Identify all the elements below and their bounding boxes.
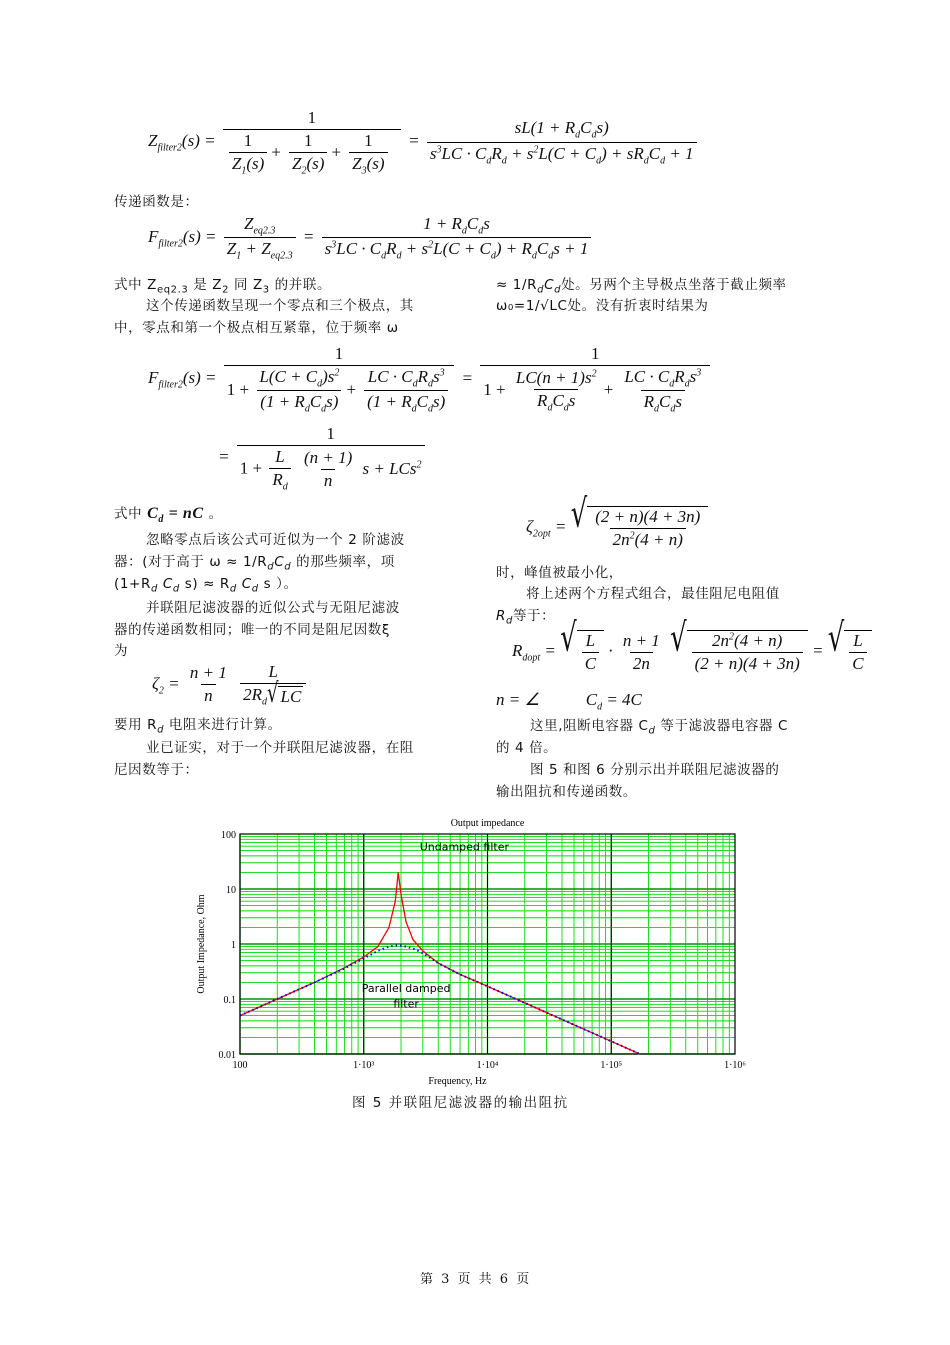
proven-line-2: 尼因数等于： xyxy=(114,762,199,778)
x-tick-label: 100 xyxy=(232,1060,248,1071)
page-footer: 第 3 页 共 6 页 xyxy=(420,1272,532,1287)
equation-n-cd: n = ∠ $C_d = 4C$ xyxy=(496,690,642,713)
chart-title: Output impedance xyxy=(450,818,525,829)
x-tick-label: 1·10⁶ xyxy=(724,1060,746,1071)
parallel-line-3: 为 xyxy=(114,643,129,659)
here-line-1: 这里,阻断电容器 $C_d$ 等于滤波器电容器 C xyxy=(530,718,789,737)
ignore-line-2: 器：(对于高于 $\omega \approx 1/R_dC_d$ 的那些频率，项 xyxy=(114,554,395,573)
transfer-intro: 传递函数是： xyxy=(114,194,199,210)
y-tick-label: 0.1 xyxy=(223,995,236,1006)
equation-z-filter2: $Z_{filter2}(s)$ = 1 $\frac{1}{Z_1(s)}$ + $\frac{1}{Z_2(s)}$ + $\frac{1}{Z_3(s)}$ = $\frac{sL(1 + R_dC_ds)}{s^3LC \cdot C_dR_d + s^2L(C + C_d) + sR_dC_d + 1}$ xyxy=(148,108,700,176)
figure-caption: 图 5 并联阻尼滤波器的输出阻抗 xyxy=(352,1095,569,1111)
poles-line-1: 这个传递函数呈现一个零点和三个极点，其 xyxy=(146,298,414,314)
combine-line-2: $R_d$等于： xyxy=(496,608,556,627)
x-tick-label: 1·10³ xyxy=(353,1060,375,1071)
ignore-line-3: ($1+R_d$ $C_d$ $s) \approx R_d$ $C_d$ s ）。 xyxy=(114,576,298,595)
annotation-filter: filter xyxy=(393,997,419,1011)
parallel-line-2: 器的传递函数相同；唯一的不同是阻尼因数ξ xyxy=(114,622,391,638)
equation-zeta-opt: $\zeta_{2opt}$ = √ $\frac{(2 + n)(4 + 3n)}{2n^2(4 + n)}$ xyxy=(526,506,708,550)
output-impedance-chart xyxy=(190,812,760,1092)
y-tick-label: 1 xyxy=(231,940,236,951)
equation-f-filter2-simplified: = 1 1 + $\frac{L}{R_d}$ $\frac{(n + 1)}{n}$ s + LCs$^2$ xyxy=(218,424,428,492)
equation-f-filter2: $F_{filter2}(s)$ = $\frac{Z_{eq2.3}}{Z_1 + Z_{eq2.3}}$ = $\frac{1 + R_dC_ds}{s^3LC \cdot C_dR_d + s^2L(C + C_d) + R_dC_ds + 1}$ xyxy=(148,214,594,262)
poles-right-2: ω₀=1/√LC处。没有折衷时结果为 xyxy=(496,298,709,314)
x-axis-label: Frequency, Hz xyxy=(428,1076,487,1087)
poles-line-2: 中，零点和第一个极点相互紧靠，位于频率 ω xyxy=(114,320,399,336)
y-tick-label: 0.01 xyxy=(218,1050,236,1061)
combine-line-1: 将上述两个方程式组合，最佳阻尼电阻值 xyxy=(526,586,780,602)
fig-ref-line-1: 图 5 和图 6 分别示出并联阻尼滤波器的 xyxy=(530,762,780,778)
proven-line-1: 业已证实，对于一个并联阻尼滤波器，在阻 xyxy=(146,740,414,756)
fig-ref-line-2: 输出阻抗和传递函数。 xyxy=(496,784,637,800)
where-z-line: 式中 $Z_{eq2.3}$ 是 $Z_2$ 同 $Z_3$ 的并联。 xyxy=(114,277,332,296)
y-axis-label: Output Impedance, Ohm xyxy=(196,894,207,994)
cd-where-line: 式中 $C_d$ = nC 。 xyxy=(114,505,223,526)
poles-right-1: ≈ $1/R_dC_d$处。另两个主导极点坐落于截止频率 xyxy=(496,277,787,296)
use-rd-line: 要用 $R_d$ 电阻来进行计算。 xyxy=(114,717,282,736)
equation-zeta2: $\zeta_2$ = $\frac{n + 1}{n}$ L $2R_d$ √ LC xyxy=(152,662,309,707)
equation-rd-opt: $R_{dopt}$ = √ $\frac{L}{C}$ · $\frac{n + 1}{2n}$ √ $\frac{2n^2(4 + n)}{(2 + n)(4 + 3n)}$ = √ $\frac{L}{C}$ xyxy=(512,630,872,674)
x-tick-label: 1·10⁵ xyxy=(600,1060,623,1071)
annotation-parallel-damped: Parallel damped xyxy=(361,981,451,995)
y-tick-label: 10 xyxy=(226,885,236,896)
x-tick-label: 1·10⁴ xyxy=(476,1060,499,1071)
annotation-undamped: Undamped filter xyxy=(419,840,509,854)
y-tick-label: 100 xyxy=(221,830,236,841)
ignore-line-1: 忽略零点后该公式可近似为一个 2 阶滤波 xyxy=(146,532,405,548)
here-line-2: 的 4 倍。 xyxy=(496,740,558,756)
equation-f-filter2-expanded: $F_{filter2}(s)$ = 1 1 + $\frac{L(C + C_d)s^2}{(1 + R_dC_ds)}$ + $\frac{LC \cdot C_dR_ds^3}{(1 + R_dC_ds)}$ = 1 1 + $\frac{LC(n + 1)s^2}{R_dC_ds}$ + $\frac{LC \cdot C_dR_ds^3}{R_dC_ds}$ xyxy=(148,344,713,415)
peak-min-line: 时，峰值被最小化， xyxy=(496,565,623,581)
parallel-line-1: 并联阻尼滤波器的近似公式与无阻尼滤波 xyxy=(146,600,400,616)
